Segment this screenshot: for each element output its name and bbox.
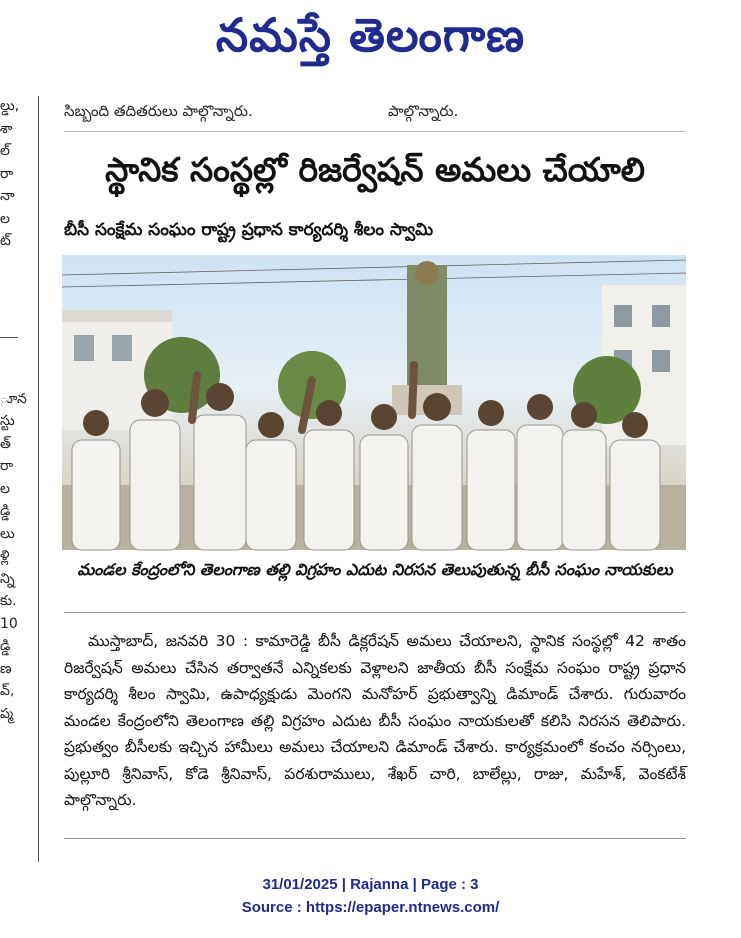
- adjacent-column-line: ల్: [0, 143, 10, 159]
- adjacent-column-line: డ్డి: [0, 638, 11, 654]
- newspaper-masthead: నమస్తే తెలంగాణ: [215, 8, 526, 62]
- article-end-rule: [64, 838, 686, 839]
- adjacent-column-line: [0, 343, 20, 366]
- adjacent-column-line: త్: [0, 435, 11, 452]
- adjacent-column-line: ణ: [0, 660, 12, 677]
- adjacent-column-line: స్టు: [0, 413, 15, 429]
- column-separator-tick: [0, 337, 18, 338]
- adjacent-column-line: డ్డి: [0, 503, 11, 519]
- column-divider: [38, 96, 39, 862]
- adjacent-column-line: 10: [0, 615, 18, 632]
- adjacent-column-line: ళ్లి: [0, 548, 10, 564]
- article-paragraph: ముస్తాబాద్, జనవరి 30 : కామారెడ్డి బీసీ డిక్లరేషన్ అమలు చేయాలని, స్థానిక సంస్థల్లో 42 శాతం రిజర్వేషన్ అమలు చేసిన తర్వాతనే ఎన్నికలకు వెళ్లాలని జాతీయ బీసీ సంక్షేమ సంఘం రాష్ట్ర ప్రధాన కార్యదర్శి శీలం స్వామి, ఉపాధ్యక్షుడు మెంగని మనోహర్ ప్రభుత్వాన్ని డిమాండ్ చేశారు. గురువారం మండల కేంద్రంలోని తెలంగాణ తల్లి విగ్రహం ఎదుట బీసీ సంఘం నాయకులతో కలిసి నిరసన తెలిపారు. ప్రభుత్వం బీసీలకు ఇచ్చిన హామీలు అమలు చేయాలని డిమాండ్ చేశారు. కార్యక్రమంలో కంచం నర్సింలు, పుల్లూరి శ్రీనివాస్, కోడె శ్రీనివాస్, పరశురాములు, శేఖర్ చారి, బాలేల్లు, రాజు, మహేశ్, వెంకటేశ్ పాల్గొన్నారు.: [64, 632, 686, 809]
- adjacent-column-line: లు: [0, 525, 15, 542]
- adjacent-column-line: ూన: [0, 390, 27, 407]
- adjacent-column-line: ల: [0, 210, 10, 227]
- previous-article-end-left: సిబ్బంది తదితరులు పాల్గొన్నారు.: [64, 102, 253, 120]
- adjacent-column-line: నా: [0, 188, 15, 204]
- footer-source: Source : https://epaper.ntnews.com/: [241, 899, 500, 916]
- adjacent-column-line: న్ని: [0, 570, 15, 587]
- article-body: [64, 628, 686, 814]
- article-divider: [64, 131, 686, 132]
- adjacent-column-line: కు.: [0, 593, 17, 609]
- adjacent-column-line: వ్,: [0, 683, 15, 699]
- photo-caption: మండల కేంద్రంలోని తెలంగాణ తల్లి విగ్రహం ఎదుట నిరసన తెలుపుతున్న బీసీ సంఘం నాయకులు: [77, 560, 673, 579]
- adjacent-column-line: ల: [0, 480, 10, 497]
- adjacent-column-line: ల్డు,: [0, 98, 20, 114]
- article-subhead: బీసీ సంక్షేమ సంఘం రాష్ట్ర ప్రధాన కార్యదర్శి శీలం స్వామి: [64, 220, 434, 240]
- protest-photo: [62, 255, 686, 550]
- adjacent-column-line: ట్: [0, 233, 11, 249]
- adjacent-column-line: [0, 365, 20, 388]
- adjacent-column-line: ప్మ: [0, 705, 14, 722]
- adjacent-column-line: రా: [0, 458, 14, 474]
- adjacent-column-line: [0, 253, 20, 276]
- adjacent-column-line: [0, 320, 20, 343]
- adjacent-column-fragments: [0, 95, 27, 865]
- protest-photo-illustration: [62, 255, 686, 550]
- footer-date-edition-page: 31/01/2025 | Rajanna | Page : 3: [262, 876, 479, 893]
- adjacent-column-line: [0, 275, 20, 298]
- adjacent-column-line: [0, 298, 20, 321]
- caption-divider: [64, 612, 686, 613]
- article-headline: స్థానిక సంస్థల్లో రిజర్వేషన్ అమలు చేయాలి: [105, 150, 645, 189]
- previous-article-end-right: పాల్గొన్నారు.: [388, 102, 459, 120]
- adjacent-column-line: శా: [0, 120, 13, 137]
- adjacent-column-line: రా: [0, 165, 14, 182]
